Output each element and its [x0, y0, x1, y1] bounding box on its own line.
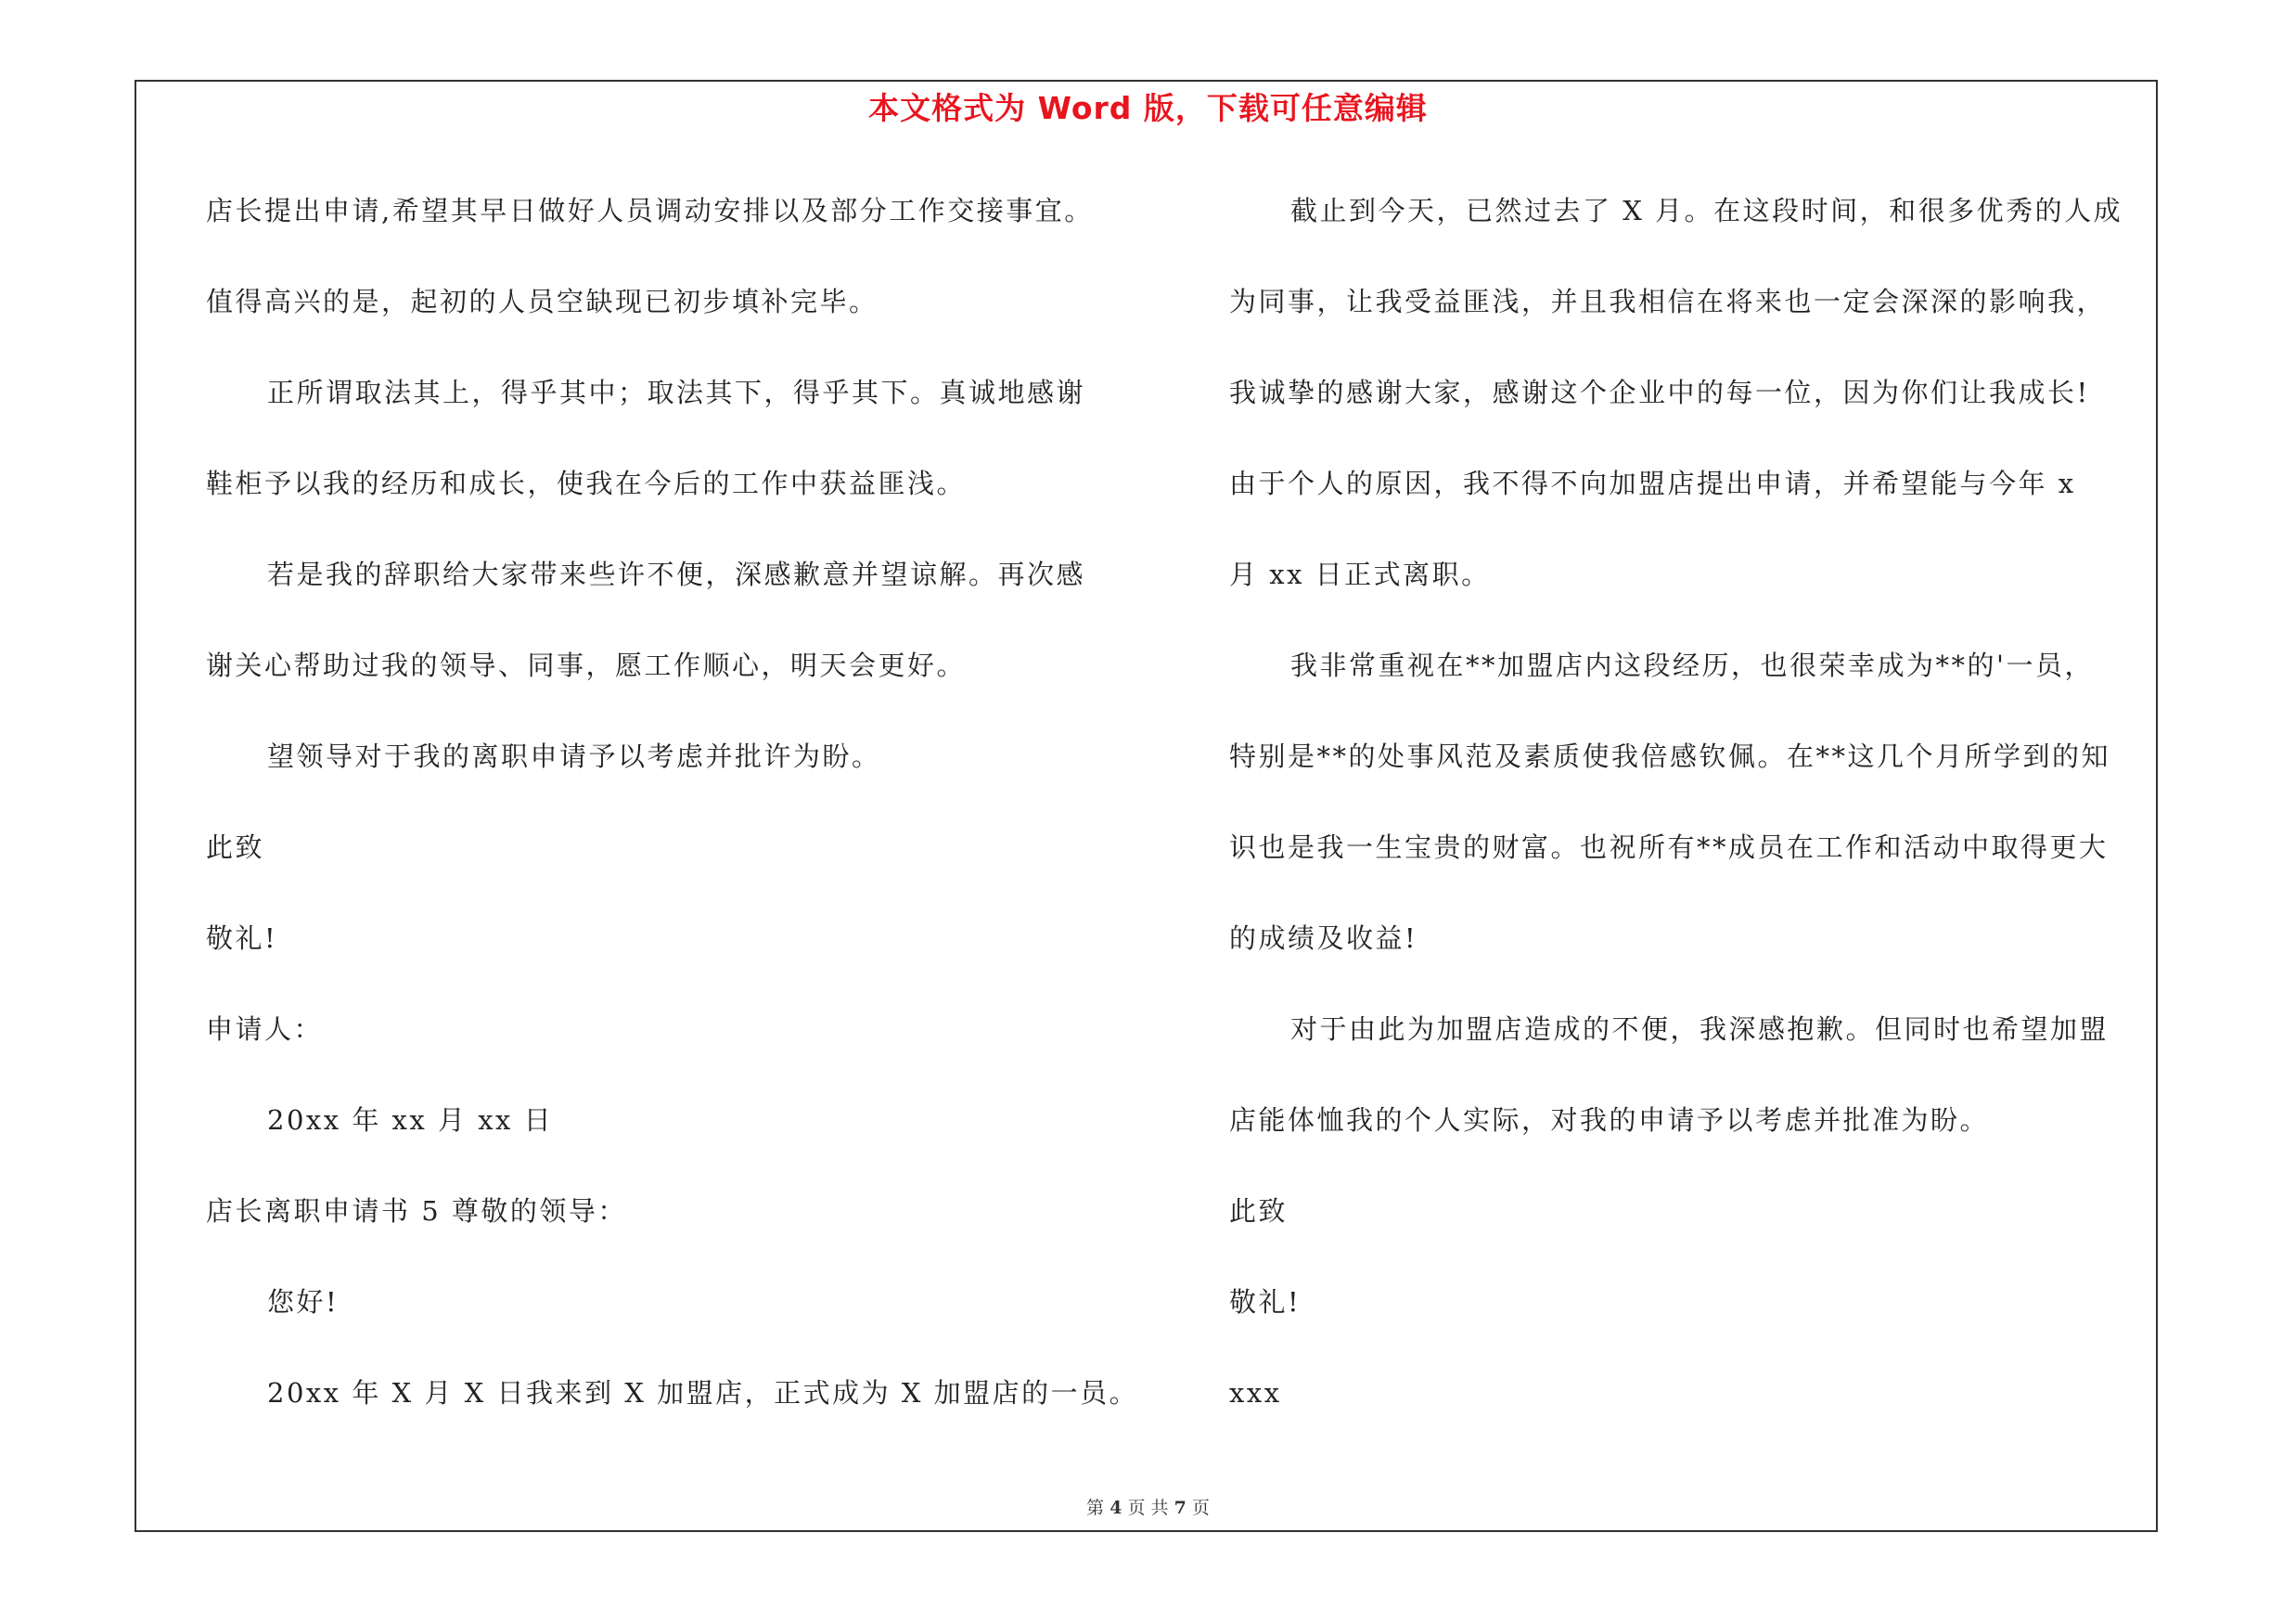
text-line: 正所谓取法其上，得乎其中；取法其下，得乎其下。真诚地感谢: [267, 377, 1086, 408]
text-line: 对于由此为加盟店造成的不便，我深感抱歉。但同时也希望加盟: [1290, 1013, 2110, 1045]
text-line: 20xx 年 X 月 X 日我来到 X 加盟店，正式成为 X 加盟店的一员。: [267, 1377, 1139, 1409]
text-line: 值得高兴的是，起初的人员空缺现已初步填补完毕。: [206, 286, 879, 317]
text-line: 我非常重视在**加盟店内这段经历，也很荣幸成为**的'一员，: [1290, 650, 2094, 681]
text-line: 您好!: [267, 1286, 340, 1318]
footer-prefix: 第: [1086, 1498, 1105, 1518]
text-line: 由于个人的原因，我不得不向加盟店提出申请，并希望能与今年 x: [1229, 468, 2076, 499]
text-line: 我诚挚的感谢大家，感谢这个企业中的每一位，因为你们让我成长!: [1229, 377, 2090, 408]
text-line: 此致: [1229, 1195, 1289, 1227]
page-footer: [0, 1496, 2296, 1520]
text-line: 店长提出申请,希望其早日做好人员调动安排以及部分工作交接事宜。: [206, 195, 1094, 226]
footer-suffix: 页: [1191, 1498, 1210, 1518]
format-banner: 本文格式为 Word 版，下载可任意编辑: [868, 90, 1428, 126]
text-line: 敬礼!: [206, 922, 278, 954]
text-line: 截止到今天，已然过去了 X 月。在这段时间，和很多优秀的人成: [1290, 195, 2123, 226]
footer-total-pages: 7: [1174, 1498, 1186, 1518]
text-line: 此致: [206, 831, 265, 863]
text-line: 谢关心帮助过我的领导、同事，愿工作顺心，明天会更好。: [206, 650, 967, 681]
footer-current-page: 4: [1110, 1498, 1122, 1518]
text-line: 望领导对于我的离职申请予以考虑并批许为盼。: [267, 741, 881, 772]
text-line: 若是我的辞职给大家带来些许不便，深感歉意并望谅解。再次感: [267, 559, 1086, 590]
text-line: 鞋柜予以我的经历和成长，使我在今后的工作中获益匪浅。: [206, 468, 967, 499]
footer-middle: 页 共: [1127, 1498, 1169, 1518]
left-text-column: [206, 185, 1171, 1458]
text-line: 申请人：: [206, 1013, 324, 1045]
text-line: 月 xx 日正式离职。: [1229, 559, 1491, 590]
text-line: 的成绩及收益!: [1229, 922, 1418, 954]
text-line: 为同事，让我受益匪浅，并且我相信在将来也一定会深深的影响我，: [1229, 286, 2107, 317]
text-line: 20xx 年 xx 月 xx 日: [267, 1104, 554, 1136]
text-line: 敬礼!: [1229, 1286, 1302, 1318]
text-line: 识也是我一生宝贵的财富。也祝所有**成员在工作和活动中取得更大: [1229, 831, 2109, 863]
text-line: 店长离职申请书 5 尊敬的领导：: [206, 1195, 627, 1227]
text-line: 特别是**的处事风范及素质使我倍感钦佩。在**这几个月所学到的知: [1229, 741, 2111, 772]
text-line: xxx: [1229, 1377, 1282, 1409]
text-line: 店能体恤我的个人实际，对我的申请予以考虑并批准为盼。: [1229, 1104, 1990, 1136]
right-text-column: [1229, 185, 2148, 1458]
